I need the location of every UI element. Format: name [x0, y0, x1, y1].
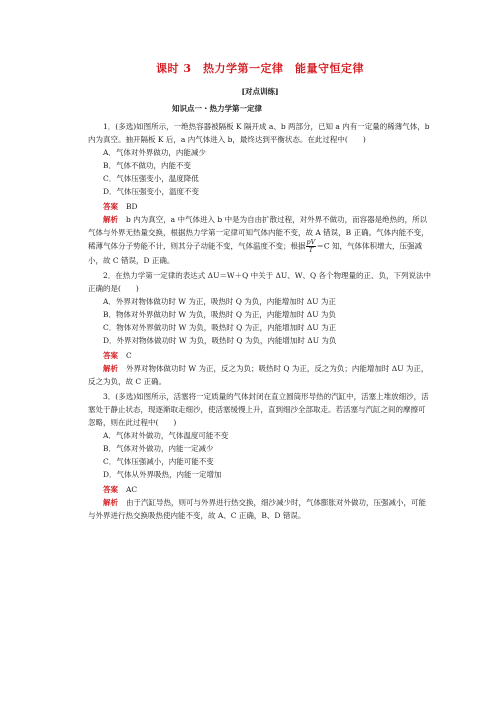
answer-value: C: [126, 351, 132, 360]
option-b: B．气体不做功，内能不变: [103, 161, 192, 170]
option-b: B．物体对外界做功时 W 为负，吸热时 Q 为正，内能增加时 ΔU 为负: [103, 310, 336, 319]
option-c: C．气体压强减小，内能可能不变: [103, 457, 214, 466]
fraction-pv-over-t: [306, 239, 317, 254]
practice-subhead: [对点训练]: [241, 87, 279, 96]
question-2: [88, 269, 432, 388]
explanation: [88, 362, 432, 388]
question-1: [88, 120, 432, 267]
section-heading: 知识点一・热力学第一定律: [172, 104, 262, 113]
option-d: D．气体压强变小，温度不变: [103, 187, 200, 196]
answer-line: [88, 483, 432, 496]
explanation: [88, 213, 432, 267]
answer-value: BD: [126, 202, 138, 211]
answer-line: [88, 349, 432, 362]
explanation-label: 解析: [103, 364, 118, 373]
option-a: A．外界对物体做功时 W 为正，吸热时 Q 为负，内能增加时 ΔU 为正: [103, 297, 336, 306]
explanation-text-1: b 内为真空，a 中气体进入 b 中是为自由扩散过程，对外界不做功，而容器是绝热的，所以气体与外界无热量交换，根据热力学第一定律可知气体内能不变，故 A 错误，B 正确。气体内能不变，稀薄气体分子势能不计，则其分子动能不变，气体温度不变；根据: [88, 215, 429, 251]
option-a: A．气体对外做功，气体温度可能不变: [103, 431, 229, 440]
answer-value: AC: [126, 485, 138, 494]
question-3: [88, 390, 432, 522]
answer-label: 答案: [103, 202, 118, 211]
question-stem: 2．在热力学第一定律的表达式 ΔU＝W＋Q 中关于 ΔU、W、Q 各个物理量的正、负，下列说法中正确的是( ): [88, 271, 431, 293]
explanation-text: 外界对物体做功时 W 为正，反之为负；吸热时 Q 为正，反之为负；内能增加时 ΔU 为正，反之为负，故 C 正确。: [88, 364, 429, 386]
fraction-denominator: T: [308, 246, 314, 254]
fraction-numerator: pV: [306, 238, 316, 246]
option-c: C．气体压强变小，温度降低: [103, 174, 199, 183]
explanation-label: 解析: [103, 215, 118, 224]
option-d: D．外界对物体做功时 W 为负，吸热时 Q 为负，内能增加时 ΔU 为负: [103, 336, 337, 345]
answer-line: [88, 200, 432, 213]
answer-label: 答案: [103, 485, 118, 494]
explanation: [88, 496, 432, 522]
explanation-label: 解析: [103, 498, 118, 507]
option-a: A．气体对外界做功，内能减少: [103, 148, 206, 157]
option-c: C．物体对外界做功时 W 为负，吸热时 Q 为正，内能增加时 ΔU 为正: [103, 323, 337, 332]
question-stem: 3．(多选)如图所示，活塞将一定质量的气体封闭在直立圆筒形导热的汽缸中，活塞上堆放细沙，活塞处于静止状态，现逐渐取走细沙，使活塞缓慢上升，直到细沙全部取走。若活塞与汽缸之间的摩擦可忽略，则在此过程中( ): [88, 392, 429, 427]
explanation-text-2: ＝C 知，气体体积增大，压强减小，故 C 错误，D 正确。: [88, 241, 422, 265]
option-d: D．气体从外界吸热，内能一定增加: [103, 470, 222, 479]
answer-label: 答案: [103, 351, 118, 360]
explanation-text: 由于汽缸导热，则可与外界进行热交换，细沙减少时，气体膨胀对外做功，压强减小，可能与外界进行热交换吸热使内能不变，故 A、C 正确，B、D 错误。: [88, 498, 426, 520]
option-b: B．气体对外做功，内能一定减少: [103, 444, 214, 453]
page-title: 课时 3 热力学第一定律 能量守恒定律: [156, 62, 364, 75]
question-stem: 1．(多选)如图所示，一绝热容器被隔板 K 隔开成 a、b 两部分，已知 a 内有一定量的稀薄气体，b 内为真空。抽开隔板 K 后，a 内气体进入 b，最终达到平衡状态。在此过程中( ): [88, 122, 430, 144]
